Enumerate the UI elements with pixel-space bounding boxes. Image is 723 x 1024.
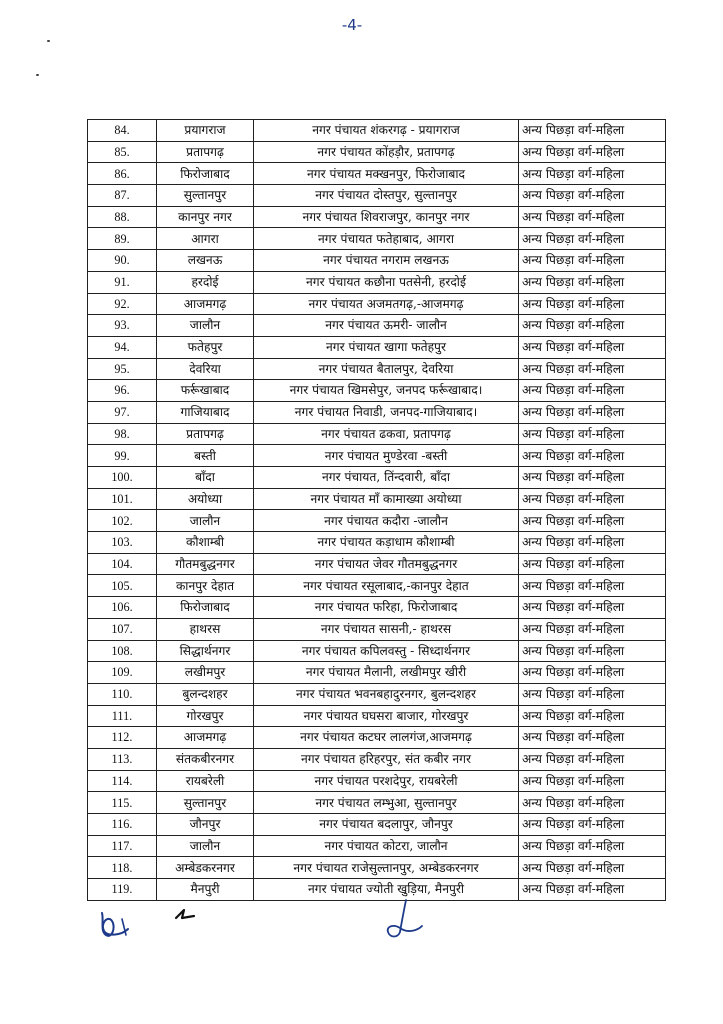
district-cell: हाथरस (157, 618, 254, 640)
nagar-panchayat-cell: नगर पंचायत शंकरगढ़ - प्रयागराज (254, 120, 519, 142)
district-cell: आजमगढ़ (157, 293, 254, 315)
district-cell: फतेहपुर (157, 336, 254, 358)
category-cell: अन्य पिछड़ा वर्ग-महिला (519, 835, 666, 857)
table-row (88, 358, 666, 380)
district-cell: लखनऊ (157, 250, 254, 272)
serial-number-cell: 105. (88, 575, 157, 597)
district-cell: फिरोजाबाद (157, 163, 254, 185)
table-row (88, 250, 666, 272)
serial-number-cell: 99. (88, 445, 157, 467)
table-row (88, 401, 666, 423)
table-row (88, 835, 666, 857)
district-cell: मैनपुरी (157, 879, 254, 901)
serial-number-cell: 92. (88, 293, 157, 315)
category-cell: अन्य पिछड़ा वर्ग-महिला (519, 358, 666, 380)
category-cell: अन्य पिछड़ा वर्ग-महिला (519, 445, 666, 467)
category-cell: अन्य पिछड़ा वर्ग-महिला (519, 727, 666, 749)
table-row (88, 879, 666, 901)
table-row (88, 206, 666, 228)
nagar-panchayat-cell: नगर पंचायत ज्योती खुड़िया, मैनपुरी (254, 879, 519, 901)
scan-speck (47, 40, 50, 42)
nagar-panchayat-cell: नगर पंचायत कोंहड़ौर, प्रतापगढ़ (254, 141, 519, 163)
nagar-panchayat-cell: नगर पंचायत राजेसुल्तानपुर, अम्बेडकरनगर (254, 857, 519, 879)
category-cell: अन्य पिछड़ा वर्ग-महिला (519, 792, 666, 814)
district-cell: बस्ती (157, 445, 254, 467)
district-cell: लखीमपुर (157, 662, 254, 684)
nagar-panchayat-cell: नगर पंचायत लम्भुआ, सुल्तानपुर (254, 792, 519, 814)
table-row (88, 185, 666, 207)
nagar-panchayat-cell: नगर पंचायत कटघर लालगंज,आजमगढ़ (254, 727, 519, 749)
serial-number-cell: 112. (88, 727, 157, 749)
signature-initials-right (378, 896, 428, 944)
nagar-panchayat-cell: नगर पंचायत मुण्डेरवा -बस्ती (254, 445, 519, 467)
category-cell: अन्य पिछड़ा वर्ग-महिला (519, 293, 666, 315)
table-row (88, 488, 666, 510)
district-cell: जालौन (157, 315, 254, 337)
district-cell: फिरोजाबाद (157, 597, 254, 619)
category-cell: अन्य पिछड़ा वर्ग-महिला (519, 683, 666, 705)
table-row (88, 163, 666, 185)
nagar-panchayat-cell: नगर पंचायत घघसरा बाजार, गोरखपुर (254, 705, 519, 727)
serial-number-cell: 88. (88, 206, 157, 228)
serial-number-cell: 97. (88, 401, 157, 423)
nagar-panchayat-cell: नगर पंचायत कड़ाधाम कौशाम्बी (254, 532, 519, 554)
nagar-panchayat-cell: नगर पंचायत रसूलाबाद,-कानपुर देहात (254, 575, 519, 597)
district-cell: संतकबीरनगर (157, 748, 254, 770)
category-cell: अन्य पिछड़ा वर्ग-महिला (519, 618, 666, 640)
district-cell: प्रतापगढ़ (157, 141, 254, 163)
category-cell: अन्य पिछड़ा वर्ग-महिला (519, 748, 666, 770)
nagar-panchayat-cell: नगर पंचायत जेवर गौतमबुद्धनगर (254, 553, 519, 575)
nagar-panchayat-cell: नगर पंचायत बदलापुर, जौनपुर (254, 814, 519, 836)
serial-number-cell: 102. (88, 510, 157, 532)
nagar-panchayat-cell: नगर पंचायत, तिंन्दवारी, बाँदा (254, 467, 519, 489)
serial-number-cell: 108. (88, 640, 157, 662)
nagar-panchayat-cell: नगर पंचायत ऊमरी- जालौन (254, 315, 519, 337)
district-cell: सुल्तानपुर (157, 792, 254, 814)
serial-number-cell: 90. (88, 250, 157, 272)
table-row (88, 445, 666, 467)
serial-number-cell: 111. (88, 705, 157, 727)
serial-number-cell: 89. (88, 228, 157, 250)
serial-number-cell: 106. (88, 597, 157, 619)
table-row (88, 228, 666, 250)
category-cell: अन्य पिछड़ा वर्ग-महिला (519, 315, 666, 337)
district-cell: आजमगढ़ (157, 727, 254, 749)
district-cell: गाजियाबाद (157, 401, 254, 423)
category-cell: अन्य पिछड़ा वर्ग-महिला (519, 423, 666, 445)
category-cell: अन्य पिछड़ा वर्ग-महिला (519, 857, 666, 879)
serial-number-cell: 100. (88, 467, 157, 489)
category-cell: अन्य पिछड़ा वर्ग-महिला (519, 250, 666, 272)
table-row (88, 618, 666, 640)
district-cell: बुलन्दशहर (157, 683, 254, 705)
nagar-panchayat-cell: नगर पंचायत फतेहाबाद, आगरा (254, 228, 519, 250)
nagar-panchayat-cell: नगर पंचायत मैलानी, लखीमपुर खीरी (254, 662, 519, 684)
district-cell: कानपुर देहात (157, 575, 254, 597)
reservation-table (87, 119, 666, 901)
serial-number-cell: 86. (88, 163, 157, 185)
district-cell: अम्बेडकरनगर (157, 857, 254, 879)
table-row (88, 467, 666, 489)
category-cell: अन्य पिछड़ा वर्ग-महिला (519, 488, 666, 510)
nagar-panchayat-cell: नगर पंचायत दोस्तपुर, सुल्तानपुर (254, 185, 519, 207)
category-cell: अन्य पिछड़ा वर्ग-महिला (519, 163, 666, 185)
table-row (88, 792, 666, 814)
serial-number-cell: 116. (88, 814, 157, 836)
nagar-panchayat-cell: नगर पंचायत बैतालपुर, देवरिया (254, 358, 519, 380)
district-cell: फर्रूखाबाद (157, 380, 254, 402)
district-cell: कानपुर नगर (157, 206, 254, 228)
district-cell: जालौन (157, 510, 254, 532)
serial-number-cell: 104. (88, 553, 157, 575)
nagar-panchayat-cell: नगर पंचायत ढकवा, प्रतापगढ़ (254, 423, 519, 445)
table-body (88, 120, 666, 901)
district-cell: गोरखपुर (157, 705, 254, 727)
category-cell: अन्य पिछड़ा वर्ग-महिला (519, 597, 666, 619)
category-cell: अन्य पिछड़ा वर्ग-महिला (519, 705, 666, 727)
nagar-panchayat-cell: नगर पंचायत भवनबहादुरनगर, बुलन्दशहर (254, 683, 519, 705)
category-cell: अन्य पिछड़ा वर्ग-महिला (519, 662, 666, 684)
serial-number-cell: 113. (88, 748, 157, 770)
page-number: -4- (341, 16, 363, 34)
table-row (88, 770, 666, 792)
district-cell: प्रतापगढ़ (157, 423, 254, 445)
signature-mark-center (170, 904, 200, 924)
table-row (88, 683, 666, 705)
category-cell: अन्य पिछड़ा वर्ग-महिला (519, 553, 666, 575)
district-cell: आगरा (157, 228, 254, 250)
serial-number-cell: 93. (88, 315, 157, 337)
category-cell: अन्य पिछड़ा वर्ग-महिला (519, 336, 666, 358)
category-cell: अन्य पिछड़ा वर्ग-महिला (519, 141, 666, 163)
table-row (88, 336, 666, 358)
serial-number-cell: 85. (88, 141, 157, 163)
category-cell: अन्य पिछड़ा वर्ग-महिला (519, 770, 666, 792)
category-cell: अन्य पिछड़ा वर्ग-महिला (519, 271, 666, 293)
table-row (88, 532, 666, 554)
table-row (88, 597, 666, 619)
nagar-panchayat-cell: नगर पंचायत माँ कामाख्या अयोध्या (254, 488, 519, 510)
district-cell: हरदोई (157, 271, 254, 293)
nagar-panchayat-cell: नगर पंचायत खिमसेपुर, जनपद फर्रूखाबाद। (254, 380, 519, 402)
category-cell: अन्य पिछड़ा वर्ग-महिला (519, 532, 666, 554)
category-cell: अन्य पिछड़ा वर्ग-महिला (519, 814, 666, 836)
nagar-panchayat-cell: नगर पंचायत हरिहरपुर, संत कबीर नगर (254, 748, 519, 770)
table-row (88, 575, 666, 597)
nagar-panchayat-cell: नगर पंचायत कपिलवस्तु - सिध्दार्थनगर (254, 640, 519, 662)
table-row (88, 510, 666, 532)
table-row (88, 748, 666, 770)
serial-number-cell: 84. (88, 120, 157, 142)
nagar-panchayat-cell: नगर पंचायत सासनी,- हाथरस (254, 618, 519, 640)
table-row (88, 271, 666, 293)
table-row (88, 380, 666, 402)
table-row (88, 293, 666, 315)
serial-number-cell: 119. (88, 879, 157, 901)
nagar-panchayat-cell: नगर पंचायत कदौरा -जालौन (254, 510, 519, 532)
serial-number-cell: 118. (88, 857, 157, 879)
scan-speck (36, 74, 39, 76)
district-cell: जौनपुर (157, 814, 254, 836)
serial-number-cell: 94. (88, 336, 157, 358)
table-row (88, 662, 666, 684)
nagar-panchayat-cell: नगर पंचायत कोटरा, जालौन (254, 835, 519, 857)
nagar-panchayat-cell: नगर पंचायत कछौना पतसेनी, हरदोई (254, 271, 519, 293)
table-row (88, 315, 666, 337)
serial-number-cell: 117. (88, 835, 157, 857)
nagar-panchayat-cell: नगर पंचायत परशदेपुर, रायबरेली (254, 770, 519, 792)
serial-number-cell: 98. (88, 423, 157, 445)
serial-number-cell: 96. (88, 380, 157, 402)
serial-number-cell: 103. (88, 532, 157, 554)
category-cell: अन्य पिछड़ा वर्ग-महिला (519, 380, 666, 402)
serial-number-cell: 91. (88, 271, 157, 293)
category-cell: अन्य पिछड़ा वर्ग-महिला (519, 228, 666, 250)
nagar-panchayat-cell: नगर पंचायत अजमतगढ़,-आजमगढ़ (254, 293, 519, 315)
table-row (88, 814, 666, 836)
table-row (88, 423, 666, 445)
district-cell: बाँदा (157, 467, 254, 489)
serial-number-cell: 87. (88, 185, 157, 207)
category-cell: अन्य पिछड़ा वर्ग-महिला (519, 510, 666, 532)
category-cell: अन्य पिछड़ा वर्ग-महिला (519, 120, 666, 142)
district-cell: सिद्धार्थनगर (157, 640, 254, 662)
serial-number-cell: 110. (88, 683, 157, 705)
category-cell: अन्य पिछड़ा वर्ग-महिला (519, 185, 666, 207)
category-cell: अन्य पिछड़ा वर्ग-महिला (519, 206, 666, 228)
serial-number-cell: 101. (88, 488, 157, 510)
table-row (88, 705, 666, 727)
table-row (88, 727, 666, 749)
category-cell: अन्य पिछड़ा वर्ग-महिला (519, 575, 666, 597)
nagar-panchayat-cell: नगर पंचायत निवाडी, जनपद-गाजियाबाद। (254, 401, 519, 423)
serial-number-cell: 107. (88, 618, 157, 640)
category-cell: अन्य पिछड़ा वर्ग-महिला (519, 640, 666, 662)
district-cell: प्रयागराज (157, 120, 254, 142)
nagar-panchayat-cell: नगर पंचायत मक्खनपुर, फिरोजाबाद (254, 163, 519, 185)
district-cell: देवरिया (157, 358, 254, 380)
signature-initials-left (92, 905, 142, 943)
district-cell: गौतमबुद्धनगर (157, 553, 254, 575)
district-cell: अयोध्या (157, 488, 254, 510)
table-row (88, 553, 666, 575)
category-cell: अन्य पिछड़ा वर्ग-महिला (519, 401, 666, 423)
table-row (88, 857, 666, 879)
nagar-panchayat-cell: नगर पंचायत नगराम लखनऊ (254, 250, 519, 272)
table-row (88, 141, 666, 163)
category-cell: अन्य पिछड़ा वर्ग-महिला (519, 879, 666, 901)
district-cell: जालौन (157, 835, 254, 857)
table-row (88, 120, 666, 142)
category-cell: अन्य पिछड़ा वर्ग-महिला (519, 467, 666, 489)
serial-number-cell: 115. (88, 792, 157, 814)
nagar-panchayat-cell: नगर पंचायत फरिहा, फिरोजाबाद (254, 597, 519, 619)
district-cell: रायबरेली (157, 770, 254, 792)
serial-number-cell: 109. (88, 662, 157, 684)
nagar-panchayat-cell: नगर पंचायत शिवराजपुर, कानपुर नगर (254, 206, 519, 228)
serial-number-cell: 95. (88, 358, 157, 380)
nagar-panchayat-cell: नगर पंचायत खागा फतेहपुर (254, 336, 519, 358)
district-cell: सुल्तानपुर (157, 185, 254, 207)
district-cell: कौशाम्बी (157, 532, 254, 554)
serial-number-cell: 114. (88, 770, 157, 792)
table-row (88, 640, 666, 662)
